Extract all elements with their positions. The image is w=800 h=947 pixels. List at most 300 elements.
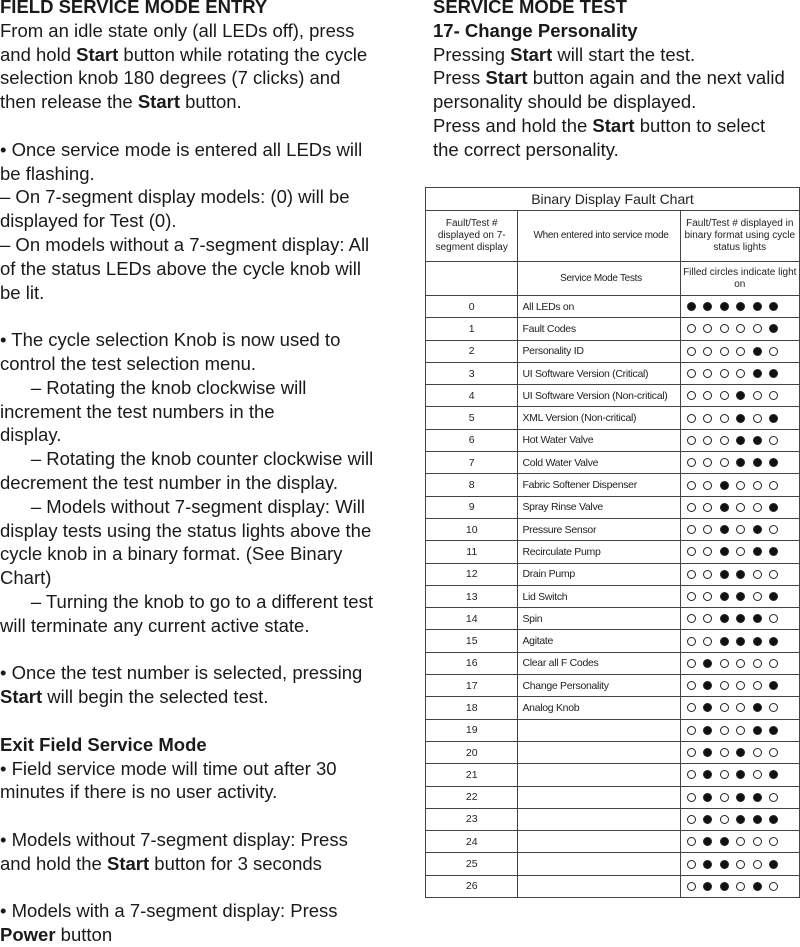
filled-circle-icon [753,614,762,623]
filled-circle-icon [720,503,729,512]
empty-circle-icon [687,703,696,712]
text-line [0,138,373,162]
filled-circle-icon [736,570,745,579]
empty-circle-icon [703,369,712,378]
test-number: 12 [426,563,518,585]
text-line [433,43,785,67]
empty-circle-icon [687,860,696,869]
filled-circle-icon [753,882,762,891]
text-segment: selection knob 180 degrees (7 clicks) and [0,67,341,89]
filled-circle-icon [769,592,778,601]
bold-text: 17- Change Personality [433,19,638,41]
empty-circle-icon [769,748,778,757]
empty-circle-icon [736,681,745,690]
filled-circle-icon [753,793,762,802]
filled-circle-icon [703,815,712,824]
filled-circle-icon [720,481,729,490]
empty-circle-icon [753,503,762,512]
empty-circle-icon [736,882,745,891]
test-number: 9 [426,496,518,518]
text-line [0,828,373,852]
text-segment: Press [433,67,486,89]
bold-text: Start [0,686,43,708]
test-number: 23 [426,808,518,830]
binary-lights [680,585,799,607]
filled-circle-icon [769,503,778,512]
empty-circle-icon [736,659,745,668]
empty-circle-icon [720,726,729,735]
empty-circle-icon [703,414,712,423]
binary-lights [680,563,799,585]
text-segment: – On 7-segment display models: (0) will be [0,186,350,208]
empty-circle-icon [769,837,778,846]
filled-circle-icon [753,525,762,534]
filled-circle-icon [769,414,778,423]
filled-circle-icon [769,324,778,333]
binary-lights [680,697,799,719]
text-line [0,471,373,495]
filled-circle-icon [720,570,729,579]
filled-circle-icon [769,770,778,779]
test-number: 21 [426,764,518,786]
empty-circle-icon [753,770,762,779]
table-row [426,875,800,897]
empty-circle-icon [720,458,729,467]
empty-circle-icon [736,525,745,534]
text-segment: minutes if there is no user activity. [0,781,278,803]
empty-circle-icon [687,815,696,824]
text-segment: – Rotating the knob counter clockwise will [0,448,374,470]
empty-circle-icon [769,347,778,356]
header-binary: Fault/Test # displayed in binary format using cycle status lights [680,211,799,262]
empty-circle-icon [753,481,762,490]
empty-circle-icon [736,324,745,333]
text-segment: and hold the [0,852,107,874]
test-name: Spray Rinse Valve [518,496,680,518]
filled-circle-icon [736,414,745,423]
table-row [426,452,800,474]
text-line [433,19,785,43]
filled-circle-icon [720,525,729,534]
empty-circle-icon [687,503,696,512]
table-row [426,541,800,563]
empty-circle-icon [687,458,696,467]
empty-circle-icon [769,391,778,400]
binary-lights [680,407,799,429]
text-line [433,66,785,90]
empty-circle-icon [687,882,696,891]
empty-circle-icon [753,391,762,400]
test-name: Personality ID [518,340,680,362]
bold-text: Start [106,852,150,874]
binary-lights [680,452,799,474]
test-number: 7 [426,452,518,474]
text-segment: decrement the test number in the display. [0,471,338,493]
test-name: Spin [518,608,680,630]
empty-circle-icon [753,592,762,601]
text-line [0,804,373,828]
text-line [0,66,373,90]
binary-lights [680,340,799,362]
text-line [0,400,373,424]
text-segment: Pressing [433,43,511,65]
text-segment: of the status LEDs above the cycle knob will [0,257,361,279]
filled-circle-icon [720,837,729,846]
text-segment: and hold [0,43,77,65]
text-segment: display tests using the status lights above the [0,519,372,541]
test-number: 13 [426,585,518,607]
test-name [518,808,680,830]
test-name [518,875,680,897]
text-segment: button again and the next valid [527,67,785,89]
filled-circle-icon [720,302,729,311]
filled-circle-icon [703,748,712,757]
bold-text: Start [76,43,119,65]
filled-circle-icon [703,659,712,668]
test-name: Cold Water Valve [518,452,680,474]
empty-circle-icon [769,570,778,579]
empty-circle-icon [753,837,762,846]
empty-circle-icon [769,882,778,891]
test-name: Change Personality [518,675,680,697]
test-name: XML Version (Non-critical) [518,407,680,429]
header-filled-circles: Filled circles indicate light on [680,262,799,296]
text-segment: • Once the test number is selected, pressing [0,662,363,684]
empty-circle-icon [687,324,696,333]
test-number: 2 [426,340,518,362]
text-segment: button [55,924,113,946]
test-number: 4 [426,385,518,407]
test-number: 22 [426,786,518,808]
empty-circle-icon [703,592,712,601]
filled-circle-icon [769,458,778,467]
empty-circle-icon [736,503,745,512]
text-segment: – Models without 7-segment display: Will [0,495,366,517]
empty-circle-icon [703,436,712,445]
test-number: 0 [426,296,518,318]
binary-lights [680,630,799,652]
empty-circle-icon [687,592,696,601]
test-number: 19 [426,719,518,741]
text-segment: display. [0,424,62,446]
binary-lights [680,853,799,875]
test-name: Lid Switch [518,585,680,607]
empty-circle-icon [753,681,762,690]
binary-lights [680,652,799,674]
filled-circle-icon [720,637,729,646]
empty-circle-icon [753,659,762,668]
binary-lights [680,362,799,384]
binary-lights [680,296,799,318]
table-row [426,496,800,518]
text-line [0,638,373,662]
test-number: 17 [426,675,518,697]
test-name: Fabric Softener Dispenser [518,474,680,496]
binary-lights [680,675,799,697]
text-line [0,281,373,305]
empty-circle-icon [736,837,745,846]
binary-lights [680,518,799,540]
filled-circle-icon [753,726,762,735]
text-line [0,185,373,209]
filled-circle-icon [703,703,712,712]
table-row [426,675,800,697]
text-segment: • Field service mode will time out after 30 [0,757,337,779]
bold-text: FIELD SERVICE MODE ENTRY [0,0,268,17]
test-name: Pressure Sensor [518,518,680,540]
filled-circle-icon [703,302,712,311]
text-segment: • Once service mode is entered all LEDs will [0,138,363,160]
empty-circle-icon [753,324,762,333]
empty-circle-icon [703,324,712,333]
text-line [0,685,373,709]
text-line [0,923,373,947]
filled-circle-icon [753,436,762,445]
table-row [426,318,800,340]
text-line [0,90,373,114]
text-line [0,0,373,19]
filled-circle-icon [753,547,762,556]
filled-circle-icon [736,637,745,646]
filled-circle-icon [736,592,745,601]
text-line [0,114,373,138]
bold-text: Exit Field Service Mode [0,733,207,755]
bold-text: Start [485,67,528,89]
text-segment: – Turning the knob to go to a different test [0,590,373,612]
test-number: 10 [426,518,518,540]
text-segment: Chart) [0,567,52,589]
text-line [0,899,373,923]
table-row [426,563,800,585]
filled-circle-icon [769,547,778,556]
test-name [518,786,680,808]
text-segment: personality should be displayed. [433,91,697,113]
empty-circle-icon [687,770,696,779]
test-number: 8 [426,474,518,496]
test-name: UI Software Version (Non-critical) [518,385,680,407]
empty-circle-icon [687,614,696,623]
test-number: 3 [426,362,518,384]
text-segment: will start the test. [552,43,696,65]
text-line [433,138,785,162]
table-row [426,786,800,808]
test-number: 26 [426,875,518,897]
empty-circle-icon [687,347,696,356]
empty-circle-icon [736,547,745,556]
empty-circle-icon [736,369,745,378]
text-segment: control the test selection menu. [0,352,257,374]
empty-circle-icon [769,481,778,490]
binary-lights [680,786,799,808]
table-row [426,808,800,830]
empty-circle-icon [703,391,712,400]
filled-circle-icon [769,369,778,378]
empty-circle-icon [769,436,778,445]
table-row [426,608,800,630]
empty-circle-icon [736,860,745,869]
text-line [0,614,373,638]
empty-circle-icon [769,525,778,534]
text-segment: • Models without 7-segment display: Press [0,828,348,850]
binary-lights [680,831,799,853]
empty-circle-icon [687,481,696,490]
empty-circle-icon [687,525,696,534]
text-segment: – Rotating the knob clockwise will [0,376,307,398]
test-number: 24 [426,831,518,853]
table-row [426,630,800,652]
text-segment: button. [179,91,242,113]
table-row [426,474,800,496]
text-segment: cycle knob in a binary format. (See Binary [0,543,343,565]
test-name [518,764,680,786]
empty-circle-icon [720,324,729,333]
text-line [0,852,373,876]
text-segment: • Models with a 7-segment display: Press [0,900,338,922]
empty-circle-icon [687,391,696,400]
test-number: 25 [426,853,518,875]
test-name: Fault Codes [518,318,680,340]
text-segment: be flashing. [0,162,95,184]
filled-circle-icon [736,614,745,623]
empty-circle-icon [687,748,696,757]
empty-circle-icon [720,369,729,378]
filled-circle-icon [753,347,762,356]
table-row [426,719,800,741]
empty-circle-icon [769,703,778,712]
filled-circle-icon [769,681,778,690]
text-line [0,233,373,257]
text-line [0,257,373,281]
empty-circle-icon [703,614,712,623]
empty-circle-icon [687,681,696,690]
filled-circle-icon [769,860,778,869]
empty-circle-icon [703,637,712,646]
text-line [0,43,373,67]
text-segment: then release the [0,91,138,113]
filled-circle-icon [703,681,712,690]
table-row [426,296,800,318]
bold-text: Start [510,43,553,65]
filled-circle-icon [736,793,745,802]
text-line [0,875,373,899]
test-number: 6 [426,429,518,451]
test-name: UI Software Version (Critical) [518,362,680,384]
text-segment: will begin the selected test. [42,686,269,708]
table-row [426,362,800,384]
empty-circle-icon [703,547,712,556]
text-segment: – On models without a 7-segment display: All [0,233,370,255]
filled-circle-icon [720,860,729,869]
text-line [433,0,785,19]
empty-circle-icon [703,503,712,512]
test-name: Clear all F Codes [518,652,680,674]
binary-lights [680,808,799,830]
table-row [426,764,800,786]
test-number: 1 [426,318,518,340]
text-line [0,542,373,566]
filled-circle-icon [703,770,712,779]
empty-circle-icon [703,347,712,356]
empty-circle-icon [687,570,696,579]
service-mode-test-instructions [433,0,785,162]
test-name: Drain Pump [518,563,680,585]
filled-circle-icon [753,703,762,712]
empty-circle-icon [769,659,778,668]
empty-circle-icon [687,436,696,445]
text-line [0,733,373,757]
test-number: 14 [426,608,518,630]
filled-circle-icon [703,837,712,846]
table-row [426,385,800,407]
text-line [433,114,785,138]
empty-circle-icon [720,659,729,668]
text-line [0,661,373,685]
text-line [0,304,373,328]
header-service-mode-tests: Service Mode Tests [518,262,680,296]
text-line [0,590,373,614]
binary-display-fault-chart [425,187,800,898]
filled-circle-icon [720,882,729,891]
text-segment: increment the test numbers in the [0,400,275,422]
empty-circle-icon [703,458,712,467]
empty-circle-icon [687,659,696,668]
empty-circle-icon [687,637,696,646]
empty-circle-icon [720,703,729,712]
text-segment: will terminate any current active state. [0,614,310,636]
text-segment: be lit. [0,281,45,303]
bold-text: Start [137,91,180,113]
table-row [426,741,800,763]
filled-circle-icon [687,302,696,311]
binary-lights [680,474,799,496]
field-service-mode-instructions [0,0,373,947]
empty-circle-icon [687,793,696,802]
text-line [0,423,373,447]
header-7segment: Fault/Test # displayed on 7-segment display [426,211,518,262]
binary-lights [680,385,799,407]
text-line [0,352,373,376]
filled-circle-icon [753,369,762,378]
filled-circle-icon [703,882,712,891]
text-line [0,566,373,590]
text-segment: Press and hold the [433,114,593,136]
text-line [0,519,373,543]
filled-circle-icon [753,458,762,467]
binary-lights [680,429,799,451]
filled-circle-icon [769,726,778,735]
header-service-mode: When entered into service mode [518,211,680,262]
filled-circle-icon [753,302,762,311]
header2-empty [426,262,518,296]
text-segment: button while rotating the cycle [118,43,368,65]
table-row [426,585,800,607]
empty-circle-icon [736,726,745,735]
filled-circle-icon [736,458,745,467]
binary-lights [680,318,799,340]
empty-circle-icon [753,860,762,869]
text-line [433,90,785,114]
text-segment: button to select [634,114,766,136]
table-row [426,831,800,853]
test-name: Recirculate Pump [518,541,680,563]
test-number: 18 [426,697,518,719]
filled-circle-icon [703,860,712,869]
empty-circle-icon [720,815,729,824]
text-line [0,495,373,519]
text-line [0,709,373,733]
empty-circle-icon [720,748,729,757]
table-row [426,429,800,451]
